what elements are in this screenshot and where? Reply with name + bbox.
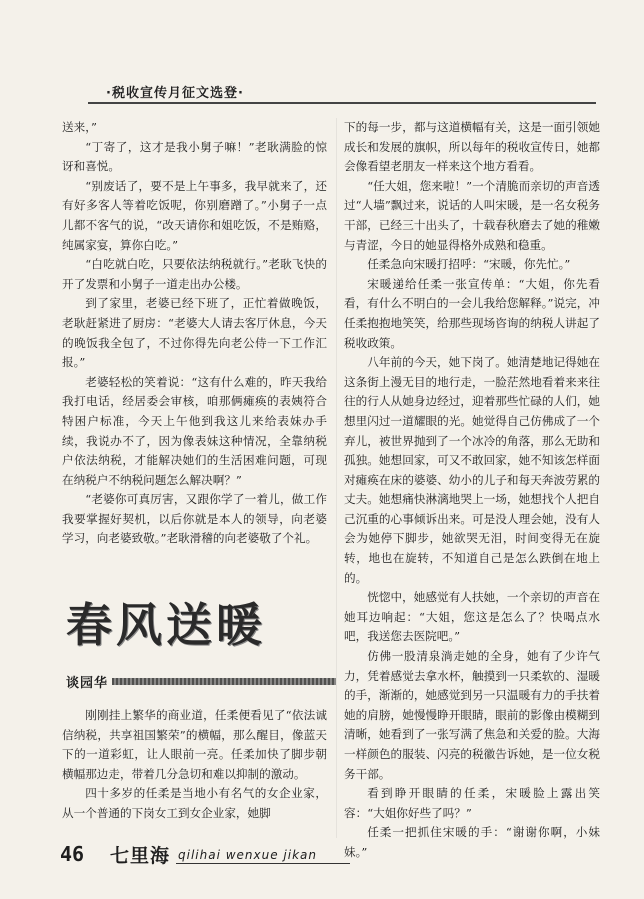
header-rule — [88, 102, 596, 104]
paragraph: 刚刚挂上繁华的商业道，任柔便看见了“依法诚信纳税，共享祖国繁荣”的横幅，那么醒目，像蓝天下的一道彩虹，让人眼前一亮。任柔加快了脚步朝横幅那边走，带着几分急切和难以抑制的激动。 — [62, 708, 327, 781]
page-number: 46 — [60, 842, 85, 866]
paragraph: 看到睁开眼睛的任柔，宋暖脸上露出笑容：“大姐你好些了吗？” — [344, 786, 600, 820]
paragraph: “白吃就白吃，只要依法纳税就行。”老耿飞快的开了发票和小舅子一道走出办公楼。 — [62, 257, 327, 291]
paragraph: “别废话了，要不是上午事多，我早就来了，还有好多客人等着吃饭呢，你别磨蹭了。”小舅子一点儿都不客气的说，“改天请你和姐吃饭，不是贿赂，纯属家宴，算你白吃。” — [62, 178, 327, 252]
paragraph: “丁寄了，这才是我小舅子嘛！”老耿满脸的惊讶和喜悦。 — [62, 139, 327, 174]
magazine-logo: 七里海 — [110, 845, 171, 867]
article-title: 春风送暖 — [66, 598, 266, 652]
paragraph: 下的每一步，都与这道横幅有关，这是一面引领她成长和发展的旗帜，所以每年的税收宣传日，她都会像看望老朋友一样来这个地方看看。 — [344, 120, 600, 174]
page-header — [48, 78, 604, 106]
paragraph: 任柔急向宋暖打招呼：“宋暖，你先忙。” — [367, 257, 571, 272]
paragraph: “任大姐，您来啦！”一个清脆而亲切的声音透过“人墙”飘过来，说话的人叫宋暖，是一名女税务干部，已经三十出头了，十载春秋磨去了她的稚嫩与青涩，今日的她显得格外成熟和稳重。 — [344, 178, 600, 252]
page-footer — [60, 842, 350, 868]
footer-rule — [176, 863, 350, 864]
paragraph: 宋暖递给任柔一张宣传单：“大姐，你先看看，有什么不明白的一会儿我给您解释。”说完，冲任柔抱抱地笑笑，给那些现场咨询的纳税人讲起了税收政策。 — [344, 276, 600, 350]
left-column-top — [62, 118, 327, 558]
paragraph: 八年前的今天，她下岗了。她清楚地记得她在这条街上漫无目的地行走，一脸茫然地看着来来往往的行人从她身边经过，迎着那些忙碌的人们，她想里闪过一道耀眼的光。她觉得自己仿佛成了一个弃儿，被世界抛到了一个冰冷的角落，那么无助和孤独。她想回家，可又不敢回家，她不知该怎样面对瘫痪在床的婆婆、幼小的儿子和每天奔波劳累的丈夫。她想痛快淋漓地哭上一场，她想找个人把自己沉重的心事倾诉出来。可是没人理会她，没有人会为她停下脚步，她欲哭无泪，时间变得无在旋转，地也在旋转，不知道自己是怎么跌倒在地上的。 — [344, 355, 600, 585]
byline — [66, 670, 336, 694]
right-column — [344, 118, 600, 859]
author-name: 谈园华 — [66, 676, 109, 691]
paragraph: “老婆你可真厉害，又跟你学了一着儿，做工作我要掌握好契机，以后你就是本人的领导，向老婆学习，向老婆致敬。”老耿滑稽的向老婆敬了个礼。 — [62, 492, 327, 546]
byline-decorative-bar — [112, 678, 336, 685]
paragraph: 到了家里，老婆已经下班了，正忙着做晚饭，老耿赶紧进了厨房：“老婆大人请去客厅休息，今天的晚饭我全包了，不过你得先向老公侍一下工作汇报。” — [62, 296, 327, 370]
section-header-title: ·税收宣传月征文选登· — [106, 86, 244, 101]
paragraph: 任柔一把抓住宋暖的手：“谢谢你啊，小妹妹。” — [344, 825, 600, 859]
magazine-romanized-title: qilihai wenxue jikan — [178, 848, 318, 862]
article-title-block — [66, 596, 336, 656]
paragraph: 恍惚中，她感觉有人扶她，一个亲切的声音在她耳边响起：“大姐，您这是怎么了？快喝点水吧，我送您去医院吧。” — [344, 590, 600, 644]
column-divider — [336, 118, 337, 838]
paragraph: 四十多岁的任柔是当地小有名气的女企业家，从一个普通的下岗女工到女企业家，她脚 — [62, 786, 327, 820]
paragraph: 送来，” — [62, 120, 97, 134]
left-column-bottom — [62, 706, 327, 841]
paragraph: 仿佛一股清泉淌走她的全身，她有了少许气力，凭着感觉去拿水杯，触摸到一只柔软的、湿暖的手，渐渐的，她感觉到另一只温暖有力的手扶着她的肩膀，她慢慢睁开眼睛，眼前的影像由模糊到清晰，她看到了一张写满了焦急和关爱的脸。大海一样颜色的服装、闪亮的税徽告诉她，是一位女税务干部。 — [344, 649, 600, 781]
paragraph: 老婆轻松的笑着说：“这有什么难的，昨天我给我打电话，经居委会审核，咱那俩瘫痪的表姨符合特困户标准，今天上午他到我这儿来给表妹办手续，我说办不了，因为像表妹这种情况，全靠纳税户依法纳税，才能解决她们的生活困难问题，可现在纳税户不纳税问题怎么解决啊？” — [62, 374, 327, 487]
